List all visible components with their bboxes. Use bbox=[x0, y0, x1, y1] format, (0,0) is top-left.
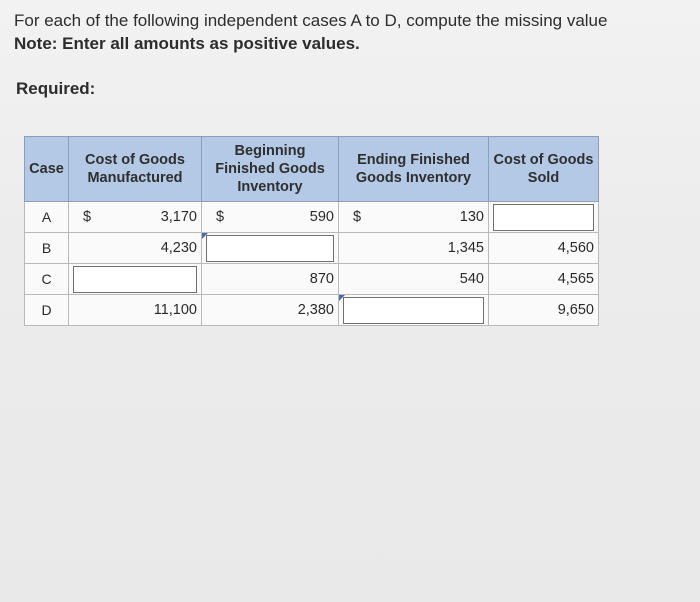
required-heading: Required: bbox=[16, 79, 96, 98]
cogs-value: 4,565 bbox=[557, 271, 594, 287]
cogs-value: 9,650 bbox=[557, 302, 594, 318]
table-row-d bbox=[25, 295, 599, 326]
dollar-sign: $ bbox=[216, 209, 225, 225]
end-fg-value: 130 bbox=[459, 209, 484, 225]
end-fg-value: 540 bbox=[459, 271, 484, 287]
cogm-input-c[interactable] bbox=[73, 266, 197, 293]
begin-fg-value: 2,380 bbox=[297, 302, 334, 318]
case-label: C bbox=[25, 264, 69, 295]
cogs-cell bbox=[489, 295, 599, 326]
cogm-cell bbox=[69, 233, 202, 264]
end-fg-cell bbox=[339, 233, 489, 264]
begin-fg-cell bbox=[202, 295, 339, 326]
cogm-value: 3,170 bbox=[160, 209, 197, 225]
cogs-cell bbox=[489, 202, 599, 233]
header-ending-finished-goods: Ending Finished Goods Inventory bbox=[339, 137, 489, 202]
header-row bbox=[25, 137, 599, 202]
end-fg-cell bbox=[339, 295, 489, 326]
table-row-a bbox=[25, 202, 599, 233]
header-cost-of-goods-manufactured: Cost of Goods Manufactured bbox=[69, 137, 202, 202]
end-fg-value: 1,345 bbox=[447, 240, 484, 256]
cogm-cell bbox=[69, 264, 202, 295]
note-text: Note: Enter all amounts as positive values. bbox=[14, 34, 360, 53]
begin-fg-input-b[interactable] bbox=[206, 235, 334, 262]
cogm-cell bbox=[69, 295, 202, 326]
header-beginning-finished-goods: Beginning Finished Goods Inventory bbox=[202, 137, 339, 202]
case-label: D bbox=[25, 295, 69, 326]
cogm-cell bbox=[69, 202, 202, 233]
dollar-sign: $ bbox=[83, 209, 92, 225]
cogs-cell bbox=[489, 264, 599, 295]
cogs-cell bbox=[489, 233, 599, 264]
cogs-input-a[interactable] bbox=[493, 204, 594, 231]
begin-fg-value: 870 bbox=[309, 271, 334, 287]
begin-fg-cell bbox=[202, 264, 339, 295]
case-label: A bbox=[25, 202, 69, 233]
case-label: B bbox=[25, 233, 69, 264]
cogm-value: 4,230 bbox=[160, 240, 197, 256]
table-row-b bbox=[25, 233, 599, 264]
header-cost-of-goods-sold: Cost of Goods Sold bbox=[489, 137, 599, 202]
end-fg-cell bbox=[339, 202, 489, 233]
dollar-sign: $ bbox=[353, 209, 362, 225]
cogm-value: 11,100 bbox=[153, 302, 197, 318]
begin-fg-value: 590 bbox=[309, 209, 334, 225]
begin-fg-cell bbox=[202, 233, 339, 264]
begin-fg-cell bbox=[202, 202, 339, 233]
table-row-c bbox=[25, 264, 599, 295]
cases-table bbox=[24, 136, 599, 326]
end-fg-input-d[interactable] bbox=[343, 297, 484, 324]
header-case: Case bbox=[25, 137, 69, 202]
end-fg-cell bbox=[339, 264, 489, 295]
cogs-value: 4,560 bbox=[557, 240, 594, 256]
instructions-text: For each of the following independent cases A to D, compute the missing value bbox=[14, 11, 608, 30]
